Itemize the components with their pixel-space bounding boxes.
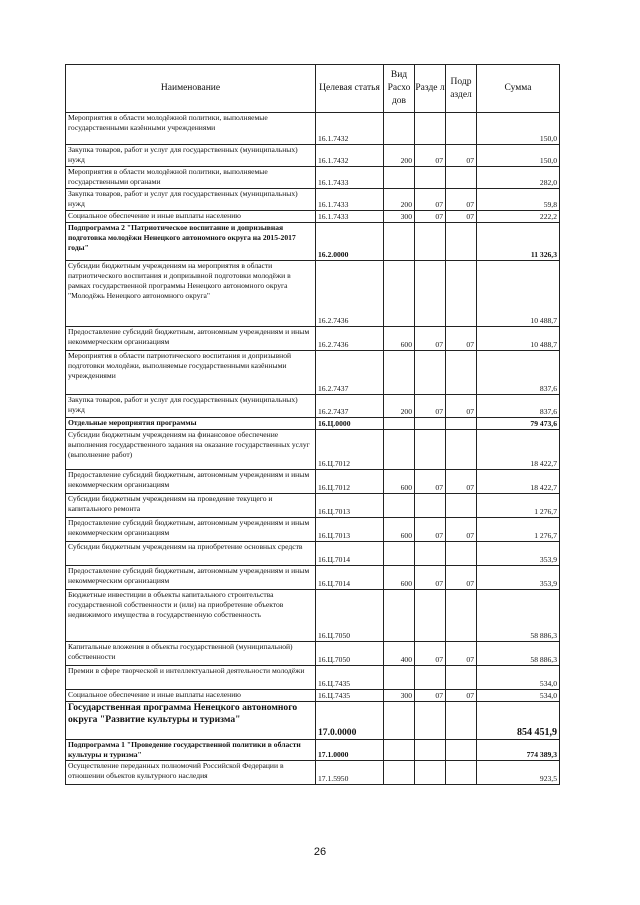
table-row	[66, 690, 560, 702]
cell-type: 600	[384, 566, 415, 590]
cell-amount: 534,0	[477, 666, 560, 690]
cell-subsection	[446, 167, 477, 189]
table-row	[66, 542, 560, 566]
cell-article: 16.1.7432	[316, 145, 384, 167]
cell-article: 16.Ц.7012	[316, 430, 384, 470]
cell-subsection	[446, 666, 477, 690]
table-row	[66, 494, 560, 518]
cell-type	[384, 702, 415, 740]
cell-article: 16.Ц.7014	[316, 566, 384, 590]
cell-type: 200	[384, 189, 415, 211]
cell-amount: 150,0	[477, 145, 560, 167]
cell-name: Субсидии бюджетным учреждениям на финансовое обеспечение выполнения государственного задания на оказание государственных услуг (выполнение работ)	[66, 430, 316, 470]
cell-subsection	[446, 430, 477, 470]
cell-section	[415, 351, 446, 395]
cell-section	[415, 666, 446, 690]
cell-type	[384, 430, 415, 470]
cell-section	[415, 494, 446, 518]
table-row	[66, 327, 560, 351]
cell-section: 07	[415, 327, 446, 351]
cell-type	[384, 418, 415, 430]
cell-section: 07	[415, 690, 446, 702]
cell-name: Предоставление субсидий бюджетным, автономным учреждениям и иным некоммерческим организациям	[66, 566, 316, 590]
cell-name: Субсидии бюджетным учреждениям на мероприятия в области патриотического воспитания и допризывной подготовки молодёжи в рамках государственной программы Ненецкого автономного округа "Молодёжь Ненецкого автономного округа"	[66, 261, 316, 327]
cell-type	[384, 494, 415, 518]
cell-section	[415, 590, 446, 642]
cell-article: 17.0.0000	[316, 702, 384, 740]
cell-section	[415, 223, 446, 261]
cell-subsection: 07	[446, 690, 477, 702]
cell-name: Мероприятия в области молодёжной политики, выполняемые государственными органами	[66, 167, 316, 189]
cell-name: Бюджетные инвестиции в объекты капитального строительства государственной собственности и (или) на приобретение объектов недвижимого имущества в государственную собственность	[66, 590, 316, 642]
cell-name: Предоставление субсидий бюджетным, автономным учреждениям и иным некоммерческим организациям	[66, 327, 316, 351]
cell-subsection	[446, 740, 477, 761]
table-row	[66, 430, 560, 470]
cell-article: 16.Ц.7050	[316, 590, 384, 642]
cell-type	[384, 351, 415, 395]
cell-amount: 854 451,9	[477, 702, 560, 740]
cell-subsection	[446, 590, 477, 642]
cell-name: Мероприятия в области молодёжной политики, выполняемые государственными казёнными учреждениями	[66, 113, 316, 145]
header-type: Вид Расхо дов	[384, 65, 415, 113]
cell-article: 16.1.7433	[316, 167, 384, 189]
cell-name: Закупка товаров, работ и услуг для государственных (муниципальных) нужд	[66, 145, 316, 167]
cell-amount: 282,0	[477, 167, 560, 189]
table-row	[66, 261, 560, 327]
cell-subsection	[446, 113, 477, 145]
cell-article: 16.Ц.7435	[316, 690, 384, 702]
cell-type	[384, 261, 415, 327]
cell-type: 400	[384, 642, 415, 666]
table-row	[66, 740, 560, 761]
budget-table	[65, 64, 560, 785]
cell-subsection	[446, 223, 477, 261]
cell-name: Социальное обеспечение и иные выплаты населению	[66, 211, 316, 223]
cell-section	[415, 702, 446, 740]
cell-article: 16.Ц.7013	[316, 518, 384, 542]
cell-article: 16.Ц.7050	[316, 642, 384, 666]
cell-name: Субсидии бюджетным учреждениям на проведение текущего и капитального ремонта	[66, 494, 316, 518]
cell-article: 16.2.0000	[316, 223, 384, 261]
cell-article: 16.2.7436	[316, 327, 384, 351]
cell-subsection: 07	[446, 145, 477, 167]
cell-section	[415, 761, 446, 785]
table-row	[66, 211, 560, 223]
cell-subsection: 07	[446, 642, 477, 666]
cell-subsection: 07	[446, 327, 477, 351]
cell-type	[384, 666, 415, 690]
cell-amount: 534,0	[477, 690, 560, 702]
cell-amount: 837,6	[477, 395, 560, 418]
cell-amount: 837,6	[477, 351, 560, 395]
cell-amount: 58 886,3	[477, 590, 560, 642]
cell-section: 07	[415, 395, 446, 418]
cell-article: 16.Ц.7012	[316, 470, 384, 494]
cell-type: 200	[384, 395, 415, 418]
cell-name: Государственная программа Ненецкого автономного округа "Развитие культуры и туризма"	[66, 702, 316, 740]
header-subsection: Подр аздел	[446, 65, 477, 113]
cell-article: 16.2.7437	[316, 395, 384, 418]
table-row	[66, 761, 560, 785]
table-header-row	[66, 65, 560, 113]
cell-amount: 1 276,7	[477, 518, 560, 542]
cell-section: 07	[415, 470, 446, 494]
cell-type	[384, 113, 415, 145]
table-row	[66, 418, 560, 430]
cell-type: 600	[384, 327, 415, 351]
cell-amount: 18 422,7	[477, 470, 560, 494]
cell-name: Подпрограмма 2 "Патриотическое воспитание и допризывная подготовка молодёжи Ненецкого автономного округа на 2015-2017 годы"	[66, 223, 316, 261]
cell-amount: 10 488,7	[477, 327, 560, 351]
cell-type: 600	[384, 518, 415, 542]
cell-section: 07	[415, 642, 446, 666]
cell-type: 300	[384, 211, 415, 223]
cell-name: Отдельные мероприятия программы	[66, 418, 316, 430]
page-number: 26	[313, 846, 327, 858]
cell-subsection: 07	[446, 395, 477, 418]
cell-amount: 222,2	[477, 211, 560, 223]
cell-article: 16.Ц.7435	[316, 666, 384, 690]
cell-subsection	[446, 351, 477, 395]
cell-type	[384, 761, 415, 785]
header-name: Наименование	[66, 65, 316, 113]
cell-type: 200	[384, 145, 415, 167]
cell-amount: 774 389,3	[477, 740, 560, 761]
table-row	[66, 566, 560, 590]
cell-amount: 18 422,7	[477, 430, 560, 470]
cell-section: 07	[415, 566, 446, 590]
cell-name: Осуществление переданных полномочий Российской Федерации в отношении объектов культурного наследия	[66, 761, 316, 785]
cell-article: 16.1.7433	[316, 189, 384, 211]
cell-section: 07	[415, 145, 446, 167]
cell-subsection: 07	[446, 211, 477, 223]
table-row	[66, 223, 560, 261]
cell-amount: 79 473,6	[477, 418, 560, 430]
cell-subsection: 07	[446, 470, 477, 494]
cell-name: Закупка товаров, работ и услуг для государственных (муниципальных) нужд	[66, 395, 316, 418]
cell-name: Мероприятия в области патриотического воспитания и допризывной подготовки молодёжи, выполняемые государственными казёнными учреждениями	[66, 351, 316, 395]
cell-article: 16.2.7436	[316, 261, 384, 327]
cell-type	[384, 590, 415, 642]
cell-amount: 11 326,3	[477, 223, 560, 261]
table-row	[66, 167, 560, 189]
cell-section: 07	[415, 518, 446, 542]
cell-amount: 150,0	[477, 113, 560, 145]
table-row	[66, 518, 560, 542]
table-row	[66, 642, 560, 666]
table-row	[66, 590, 560, 642]
cell-subsection	[446, 494, 477, 518]
cell-name: Предоставление субсидий бюджетным, автономным учреждениям и иным некоммерческим организациям	[66, 470, 316, 494]
cell-amount: 923,5	[477, 761, 560, 785]
table-row	[66, 189, 560, 211]
cell-type: 300	[384, 690, 415, 702]
cell-section	[415, 542, 446, 566]
table-row	[66, 395, 560, 418]
cell-type: 600	[384, 470, 415, 494]
cell-type	[384, 223, 415, 261]
cell-subsection	[446, 761, 477, 785]
cell-name: Социальное обеспечение и иные выплаты населению	[66, 690, 316, 702]
cell-section	[415, 261, 446, 327]
cell-article: 16.1.7432	[316, 113, 384, 145]
cell-section	[415, 430, 446, 470]
cell-type	[384, 167, 415, 189]
cell-name: Премии в сфере творческой и интеллектуальной деятельности молодёжи	[66, 666, 316, 690]
cell-section	[415, 113, 446, 145]
table-row	[66, 351, 560, 395]
cell-section	[415, 418, 446, 430]
cell-subsection: 07	[446, 566, 477, 590]
cell-name: Капитальные вложения в объекты государственной (муниципальной) собственности	[66, 642, 316, 666]
cell-subsection	[446, 702, 477, 740]
cell-section: 07	[415, 211, 446, 223]
cell-name: Субсидии бюджетным учреждениям на приобретение основных средств	[66, 542, 316, 566]
header-article: Целевая статья	[316, 65, 384, 113]
cell-type	[384, 740, 415, 761]
cell-article: 16.1.7433	[316, 211, 384, 223]
table-row	[66, 702, 560, 740]
table-row	[66, 113, 560, 145]
cell-article: 16.Ц.7013	[316, 494, 384, 518]
table-row	[66, 666, 560, 690]
table-row	[66, 470, 560, 494]
cell-amount: 10 488,7	[477, 261, 560, 327]
cell-subsection: 07	[446, 518, 477, 542]
cell-name: Подпрограмма 1 "Проведение государственной политики в области культуры и туризма"	[66, 740, 316, 761]
cell-name: Предоставление субсидий бюджетным, автономным учреждениям и иным некоммерческим организациям	[66, 518, 316, 542]
cell-amount: 58 886,3	[477, 642, 560, 666]
cell-article: 16.2.7437	[316, 351, 384, 395]
cell-section	[415, 740, 446, 761]
cell-article: 16.Ц.0000	[316, 418, 384, 430]
header-amount: Сумма	[477, 65, 560, 113]
cell-article: 17.1.5950	[316, 761, 384, 785]
cell-subsection: 07	[446, 189, 477, 211]
cell-type	[384, 542, 415, 566]
cell-article: 16.Ц.7014	[316, 542, 384, 566]
cell-section	[415, 167, 446, 189]
cell-subsection	[446, 261, 477, 327]
cell-section: 07	[415, 189, 446, 211]
cell-subsection	[446, 542, 477, 566]
cell-amount: 353,9	[477, 542, 560, 566]
cell-subsection	[446, 418, 477, 430]
cell-amount: 1 276,7	[477, 494, 560, 518]
cell-amount: 59,8	[477, 189, 560, 211]
cell-name: Закупка товаров, работ и услуг для государственных (муниципальных) нужд	[66, 189, 316, 211]
header-section: Разде л	[415, 65, 446, 113]
cell-amount: 353,9	[477, 566, 560, 590]
cell-article: 17.1.0000	[316, 740, 384, 761]
table-row	[66, 145, 560, 167]
